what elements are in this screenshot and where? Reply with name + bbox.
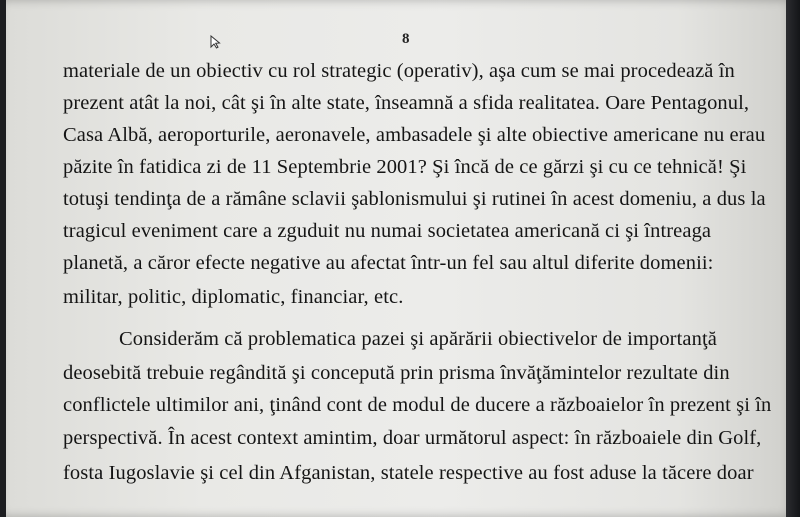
text-line: totuşi tendinţa de a rămâne sclavii şablonismului şi rutinei în acest domeniu, a dus la [63,188,766,210]
text-line: planetă, a căror efecte negative au afectat într-un fel sau altul diferite domenii: [63,252,714,274]
text-line: Casa Albă, aeroporturile, aeronavele, ambasadele şi alte obiective americane nu erau [63,124,766,146]
text-line: perspectivă. În acest context amintim, doar următorul aspect: în războaiele din Golf, [63,427,762,449]
text-line: materiale de un obiectiv cu rol strategic (operativ), aşa cum se mai procedează în [63,60,735,82]
text-line: tragicul eveniment care a zguduit nu numai societatea americană ci şi întreaga [63,220,712,242]
text-line: deosebită trebuie regândită şi concepută prin prisma învăţămintelor rezultate din [63,362,730,384]
mouse-pointer-icon [209,35,223,49]
text-line: fosta Iugoslavie şi cel din Afganistan, statele respective au fost aduse la tăcere doar [63,462,754,484]
text-line: militar, politic, diplomatic, financiar, etc. [63,286,404,308]
screen-edge [786,0,800,517]
text-line: păzite în fatidica zi de 11 Septembrie 2001? Şi încă de ce gărzi şi cu ce tehnică! Şi [63,156,747,178]
document-page [6,0,796,517]
text-line: prezent atât la noi, cât şi în alte state, înseamnă a sfida realitatea. Oare Pentagonul, [63,92,750,114]
page-number: 8 [402,31,410,47]
text-line: conflictele ultimilor ani, ţinând cont de modul de ducere a războaielor în prezent şi în [63,394,772,416]
paragraph-first-line: Considerăm că problematica pazei şi apărării obiectivelor de importanţă [119,328,717,350]
